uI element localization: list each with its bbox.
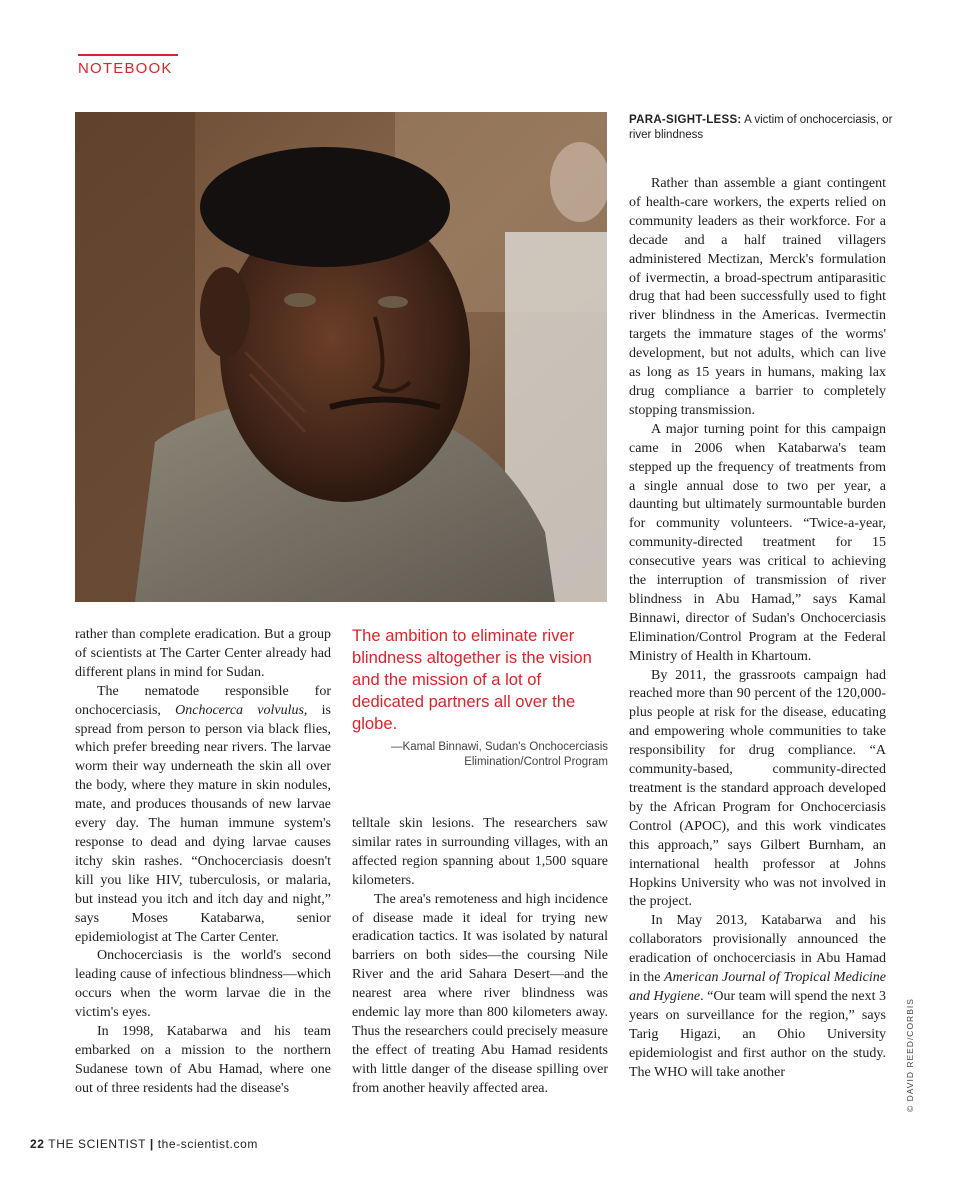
photo-credit: © DAVID REED/CORBIS	[905, 998, 915, 1112]
article-photo	[75, 112, 607, 602]
paragraph: Rather than assemble a giant contingent of health-care workers, the experts relied on community leaders as their workforce. For a decade and a half trained villagers administered Mectizan, Merck's formulation of ivermectin, a broad-spectrum antiparasitic drug that had been successfully used to fight river blindness in the Americas. Ivermectin targets the immature stages of the worms' development, but not adults, which can live as long as 15 years in humans, making lax drug compliance a barrier to completely stopping transmission.	[629, 176, 886, 418]
paragraph: Onchocerciasis is the world's second leading cause of infectious blindness—which occurs when the worm larvae die in the victim's eyes.	[75, 948, 331, 1021]
text-run: The nematode responsible for onchocerciasis,	[75, 683, 331, 718]
text-run: , is spread from person to person via black flies, which prefer breeding near rivers. The larvae worm their way underneath the skin all over the body, where they mature in skin nodules, mate, and produces thousands of new larvae every day. The human immune system's response to dead and dying larvae causes itchy skin rashes. “Onchocerciasis doesn't kill you like HIV, tuberculosis, or malaria, but instead you itch and itch day and night,” says Moses Katabarwa, senior epidemiologist at The Carter Center.	[75, 702, 331, 945]
caption-lead: PARA-SIGHT-LESS:	[629, 114, 742, 126]
paragraph: By 2011, the grassroots campaign had reached more than 90 percent of the 120,000-plus people at risk for the disease, educating and empowering whole communities to take responsibility for drug compliance. “A community-based, community-directed treatment is the standard approach developed by the African Program for Onchocerciasis Control (APOC), and this work vindicates this approach,” says Gilbert Burnham, an international health professor at Johns Hopkins University who was not involved in the project.	[629, 667, 886, 910]
text-run: In May 2013, Katabarwa and his collaborators provisionally announced the eradication of onchocerciasis in Abu Hamad in the	[629, 913, 886, 986]
article-column-1	[75, 626, 331, 1099]
paragraph: The area's remoteness and high incidence of disease made it ideal for trying new eradication tactics. It was isolated by natural barriers on both sides—the coursing Nile River and the arid Sahara Desert—and the nearest area where river blindness was endemic lay more than 800 kilometers away. Thus the researchers could precisely measure the effect of treating Abu Hamad residents with little danger of the disease spilling over from another heavily affected area.	[352, 891, 608, 1096]
paragraph	[75, 683, 331, 948]
paragraph: In 1998, Katabarwa and his team embarked on a mission to the northern Sudanese town of Abu Hamad, where one out of three residents had the disease's	[75, 1024, 331, 1096]
page-number: 22	[30, 1137, 45, 1151]
paragraph	[629, 912, 886, 1082]
article-column-3	[629, 175, 886, 1083]
photo-caption	[629, 113, 894, 143]
portrait-image	[75, 112, 607, 602]
caption-text: A victim of onchocerciasis, or river blindness	[629, 114, 893, 141]
article-column-2	[352, 815, 608, 1099]
paragraph: rather than complete eradication. But a group of scientists at The Carter Center already had different plans in mind for Sudan.	[75, 627, 331, 680]
pull-quote: The ambition to eliminate river blindness altogether is the vision and the mission of a lot of dedicated partners all over the globe.	[352, 626, 592, 733]
species-name: Onchocerca volvulus	[175, 702, 304, 718]
section-label: NOTEBOOK	[78, 60, 173, 77]
section-rule	[78, 54, 178, 56]
journal-name: American Journal of Tropical Medicine and Hygiene	[629, 970, 886, 1004]
magazine-name: THE SCIENTIST	[48, 1137, 146, 1151]
paragraph: telltale skin lesions. The researchers saw similar rates in surrounding villages, with an affected region spanning about 1,500 square kilometers.	[352, 816, 608, 888]
pull-quote-attribution: —Kamal Binnawi, Sudan's Onchocerciasis Elimination/Control Program	[391, 741, 608, 768]
paragraph: A major turning point for this campaign came in 2006 when Katabarwa's team stepped up the frequency of treatments from a single annual dose to two per year, a daunting but ultimately surmountable burden for community volunteers. “Twice-a-year, community-directed treatment for 15 consecutive years was critical to achieving the interruption of transmission of river blindness in Abu Hamad,” says Kamal Binnawi, director of Sudan's Onchocerciasis Elimination/Control Program at the Federal Ministry of Health in Khartoum.	[629, 421, 886, 664]
footer-separator: |	[149, 1137, 154, 1151]
footer-url: the-scientist.com	[157, 1137, 258, 1151]
text-run: . “Our team will spend the next 3 years on surveillance for the region,” says Tarig Higazi, an Ohio University epidemiologist and first author on the study. The WHO will take another	[629, 988, 886, 1080]
page-footer	[30, 1137, 258, 1151]
